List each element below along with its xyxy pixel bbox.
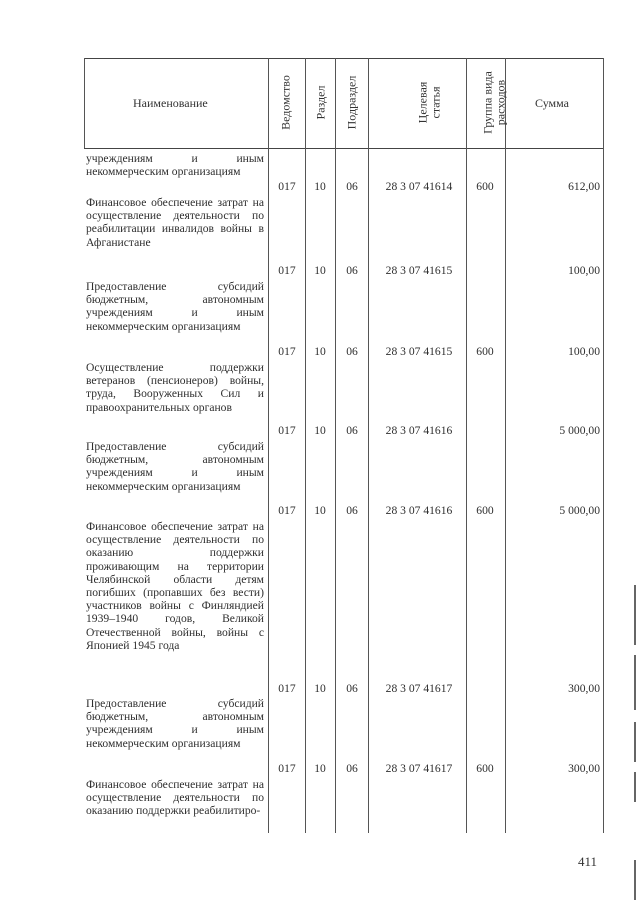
row-podrazdel: 06: [346, 504, 358, 517]
row-summa: 300,00: [568, 682, 600, 695]
header-vedomstvo: Ведомство: [278, 75, 293, 130]
column-divider: [335, 58, 336, 833]
header-gruppa-vida-2: расходов: [493, 79, 508, 126]
row-vedomstvo: 017: [278, 762, 296, 775]
row-name: Осуществление поддержки ветеранов (пенсионеров) войны, труда, Вооруженных Сил и правоохранительных органов: [86, 361, 264, 414]
row-razdel: 10: [314, 762, 326, 775]
row-name: учреждениям и иным некоммерческим организациям: [86, 152, 264, 179]
row-tselevaya-statya: 28 3 07 41616: [385, 424, 453, 437]
row-tselevaya-statya: 28 3 07 41617: [385, 762, 453, 775]
column-divider: [305, 58, 306, 833]
row-tselevaya-statya: 28 3 07 41615: [385, 264, 453, 277]
row-razdel: 10: [314, 504, 326, 517]
row-podrazdel: 06: [346, 424, 358, 437]
header-gruppa-vida-1: Группа вида: [480, 71, 495, 134]
row-gruppa-vida: 600: [476, 762, 494, 775]
row-podrazdel: 06: [346, 682, 358, 695]
row-podrazdel: 06: [346, 345, 358, 358]
column-divider: [505, 58, 506, 833]
row-razdel: 10: [314, 345, 326, 358]
row-summa: 300,00: [568, 762, 600, 775]
row-podrazdel: 06: [346, 264, 358, 277]
row-gruppa-vida: 600: [476, 504, 494, 517]
column-divider: [603, 58, 604, 833]
row-razdel: 10: [314, 264, 326, 277]
scan-edge-mark: [634, 585, 636, 645]
row-summa: 5 000,00: [559, 504, 600, 517]
row-tselevaya-statya: 28 3 07 41616: [385, 504, 453, 517]
column-divider: [368, 58, 369, 833]
column-divider: [466, 58, 467, 833]
row-name: Предоставление субсидий бюджетным, автономным учреждениям и иным некоммерческим организациям: [86, 697, 264, 750]
row-vedomstvo: 017: [278, 264, 296, 277]
row-summa: 612,00: [568, 180, 600, 193]
row-name: Финансовое обеспечение затрат на осуществление деятельности по оказанию поддержки реабилитиро-: [86, 778, 264, 818]
row-gruppa-vida: 600: [476, 180, 494, 193]
row-podrazdel: 06: [346, 762, 358, 775]
row-name: Финансовое обеспечение затрат на осуществление деятельности по реабилитации инвалидов войны в Афганистане: [86, 196, 264, 249]
row-tselevaya-statya: 28 3 07 41617: [385, 682, 453, 695]
row-gruppa-vida: 600: [476, 345, 494, 358]
row-summa: 100,00: [568, 264, 600, 277]
row-vedomstvo: 017: [278, 424, 296, 437]
row-razdel: 10: [314, 180, 326, 193]
row-vedomstvo: 017: [278, 504, 296, 517]
row-tselevaya-statya: 28 3 07 41614: [385, 180, 453, 193]
header-tselevaya-statya-2: статья: [428, 86, 443, 119]
table-top-border: [84, 58, 604, 59]
row-vedomstvo: 017: [278, 345, 296, 358]
row-razdel: 10: [314, 682, 326, 695]
scan-edge-mark: [634, 655, 636, 710]
row-vedomstvo: 017: [278, 682, 296, 695]
scan-edge-mark: [634, 860, 636, 900]
scan-edge-mark: [634, 722, 636, 762]
row-name: Предоставление субсидий бюджетным, автономным учреждениям и иным некоммерческим организациям: [86, 440, 264, 493]
header-name: Наименование: [133, 96, 208, 110]
row-vedomstvo: 017: [278, 180, 296, 193]
column-divider: [268, 58, 269, 833]
row-name: Финансовое обеспечение затрат на осуществление деятельности по оказанию поддержки проживающим на территории Челябинской области детям погибших (пропавших без вести) участников войны с Финляндией 1939–1940 годов, Великой Отечественной войны, войны с Японией 1945 года: [86, 520, 264, 652]
header-bottom-border: [84, 148, 604, 149]
column-divider: [84, 58, 85, 148]
header-tselevaya-statya-1: Целевая: [415, 81, 430, 124]
row-name: Предоставление субсидий бюджетным, автономным учреждениям и иным некоммерческим организациям: [86, 280, 264, 333]
header-razdel: Раздел: [313, 85, 328, 120]
header-podrazdel: Подраздел: [344, 75, 359, 130]
row-summa: 100,00: [568, 345, 600, 358]
row-summa: 5 000,00: [559, 424, 600, 437]
scan-edge-mark: [634, 772, 636, 802]
row-tselevaya-statya: 28 3 07 41615: [385, 345, 453, 358]
page-number: 411: [578, 854, 598, 869]
row-razdel: 10: [314, 424, 326, 437]
header-summa: Сумма: [535, 96, 569, 110]
row-podrazdel: 06: [346, 180, 358, 193]
